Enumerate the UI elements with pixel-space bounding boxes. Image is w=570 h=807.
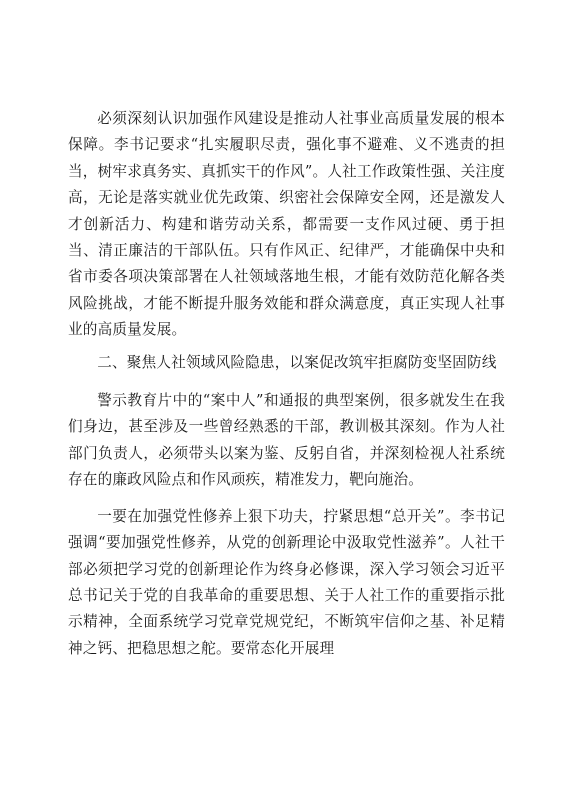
paragraph-warning-education: 警示教育片中的“案中人”和通报的典型案例，很多就发生在我们身边，甚至涉及一些曾经熟悉的干部，教训极其深刻。作为人社部门负责人，必须带头以案为鉴、反躬自省，并深刻检视人社系统存在的廉政风险点和作风顽疾，精准发力，靶向施治。 — [68, 392, 505, 489]
document-body — [68, 106, 505, 662]
paragraph-party-spirit: 一要在加强党性修养上狠下功夫，拧紧思想“总开关”。李书记强调“要加强党性修养，从党的创新理论中汲取党性滋养”。人社干部必须把学习党的创新理论作为终身必修课，深入学习领会习近平总书记关于党的自我革命的重要思想、关于人社工作的重要指示批示精神，全面系统学习党章党规党纪，不断筑牢信仰之基、补足精神之钙、把稳思想之舵。要常态化开展理 — [68, 507, 505, 657]
paragraph-work-style: 必须深刻认识加强作风建设是推动人社事业高质量发展的根本保障。李书记要求“扎实履职尽责，强化事不避难、义不逃责的担当，树牢求真务实、真抓实干的作风”。人社工作政策性强、关注度高，无论是落实就业优先政策、织密社会保障安全网，还是激发人才创新活力、构建和谐劳动关系，都需要一支作风过硬、勇于担当、清正廉洁的干部队伍。只有作风正、纪律严，才能确保中央和省市委各项决策部署在人社领域落地生根，才能有效防范化解各类风险挑战，才能不断提升服务效能和群众满意度，真正实现人社事业的高质量发展。 — [68, 110, 505, 339]
section-heading-two: 二、聚焦人社领域风险隐患，以案促改筑牢拒腐防变坚固防线 — [97, 353, 497, 371]
